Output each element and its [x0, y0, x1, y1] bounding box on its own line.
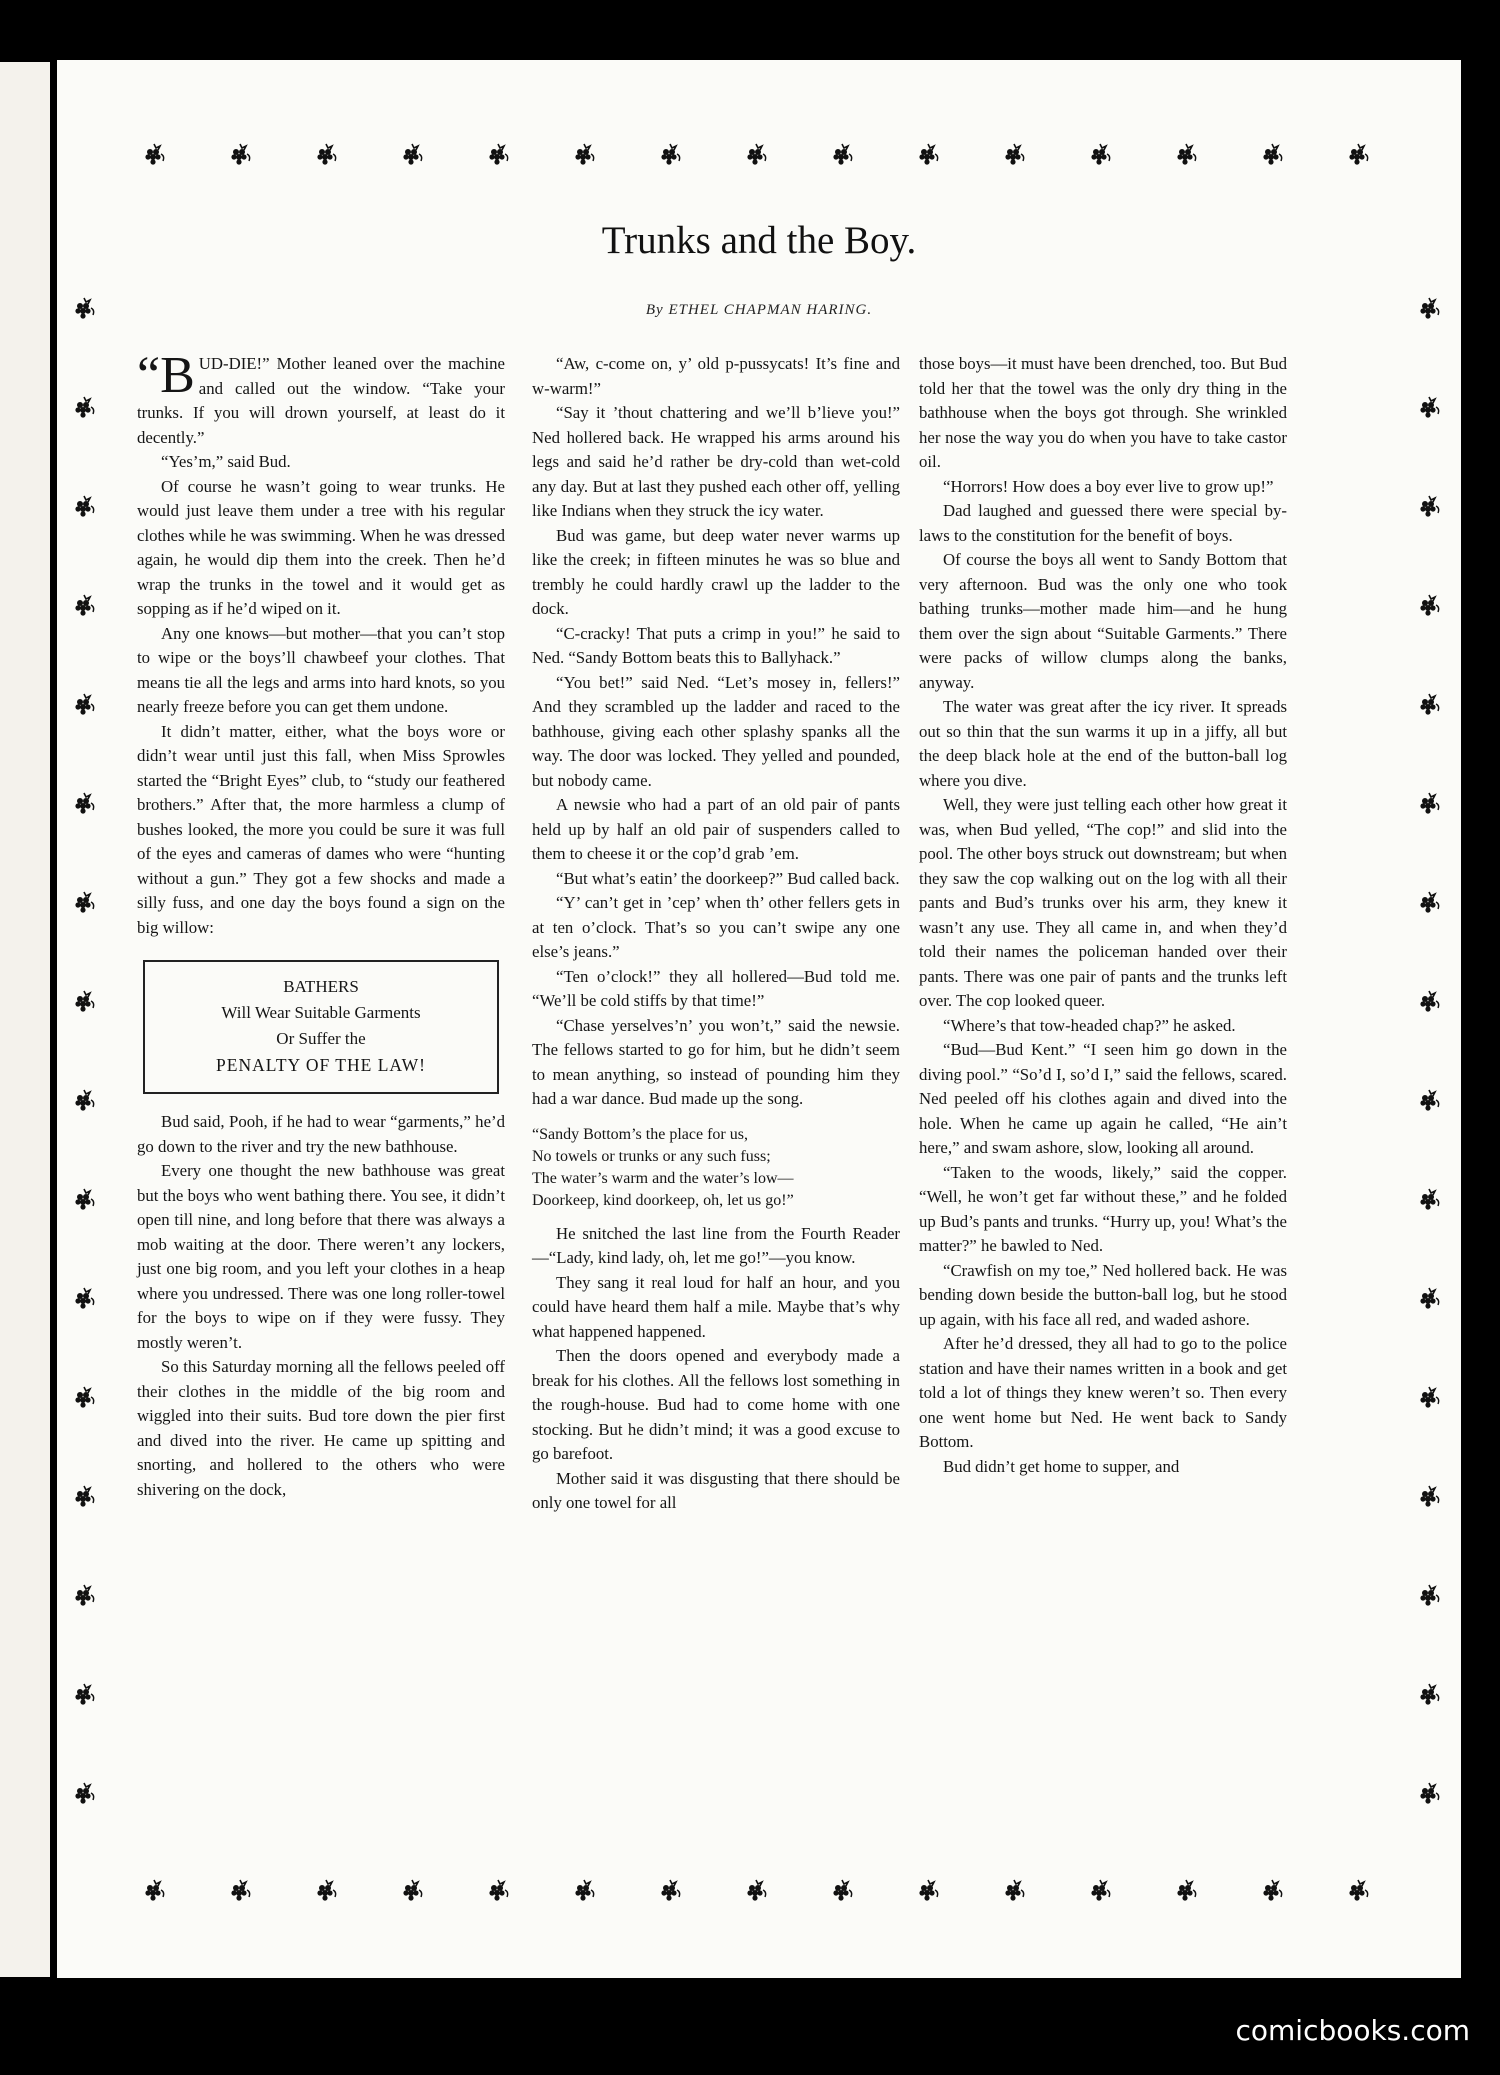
text-column-1 [137, 347, 505, 1502]
paragraph: “Aw, c-come on, y’ old p-pussycats! It’s fine and w-warm!” [532, 354, 900, 398]
paragraph: Then the doors opened and everybody made a break for his clothes. All the fellows lost something in the rough-house. Bud had to come home with one stocking. But he didn’t mind; it was a good excuse to go barefoot. [532, 1346, 900, 1463]
grape-cluster-icon [1416, 593, 1442, 619]
grape-cluster-icon [71, 1781, 97, 1807]
paragraph: “Where’s that tow-headed chap?” he asked. [943, 1015, 1236, 1035]
grape-cluster-icon [313, 1878, 339, 1904]
paragraph: “You bet!” said Ned. “Let’s mosey in, fellers!” And they scrambled up the ladder and raced to the bathhouse, giving each other splashy spanks all the way. The door was locked. They yelled and pounded, but nobody came. [532, 672, 900, 790]
paragraph: They sang it real loud for half an hour, and you could have heard them half a mile. Maybe that’s why what happened happened. [532, 1272, 900, 1341]
grape-cluster-icon [829, 142, 855, 168]
paragraph: “Horrors! How does a boy ever live to grow up!” [943, 476, 1274, 496]
song-line: “Sandy Bottom’s the place for us, [532, 1125, 748, 1143]
grape-cluster-icon [1087, 142, 1113, 168]
sign-line: BATHERS [283, 977, 359, 996]
grape-cluster-icon [71, 395, 97, 421]
grape-cluster-icon [71, 1583, 97, 1609]
adjacent-page-edge [0, 62, 50, 1977]
grape-cluster-icon [1416, 1583, 1442, 1609]
grape-cluster-icon [1259, 142, 1285, 168]
paragraph: So this Saturday morning all the fellows peeled off their clothes in the middle of the big room and wiggled into their suits. Bud tore down the pier first and dived into the river. He came up spitting and snorting, and hollered to the others who were shivering on the dock, [137, 1357, 505, 1499]
grape-cluster-icon [915, 1878, 941, 1904]
grape-cluster-icon [71, 1484, 97, 1510]
grape-cluster-icon [1259, 1878, 1285, 1904]
grape-cluster-icon [71, 1187, 97, 1213]
site-watermark: comicbooks.com [1235, 2014, 1470, 2047]
paragraph: A newsie who had a part of an old pair of pants held up by half an old pair of suspenders called to them to cheese it or the cop’d grab ’em. [532, 795, 900, 863]
grape-cluster-icon [1001, 142, 1027, 168]
grape-cluster-icon [1416, 1187, 1442, 1213]
grape-cluster-icon [485, 142, 511, 168]
paragraph: “Bud—Bud Kent.” “I seen him go down in the diving pool.” “So’d I, so’d I,” said the fellows, scared. Ned peeled off his clothes again and dived into the hole. When he came up again he called, “He ain’t here,” and swam ashore, slow, looking all around. [919, 1040, 1287, 1157]
grape-cluster-icon [743, 142, 769, 168]
grape-cluster-icon [1416, 1682, 1442, 1708]
grape-cluster-icon [227, 142, 253, 168]
article-title: Trunks and the Boy. [601, 219, 917, 262]
paragraph: Dad laughed and guessed there were special by-laws to the constitution for the benefit of boys. [919, 501, 1287, 545]
paragraph: “Say it ’thout chattering and we’ll b’lieve you!” Ned hollered back. He wrapped his arms around his legs and said he’d rather be dry-cold than wet-cold any day. But at last they pushed each other off, yelling like Indians when they struck the icy water. [532, 403, 900, 520]
grape-cluster-icon [1416, 395, 1442, 421]
grape-cluster-icon [71, 1286, 97, 1312]
grape-cluster-icon [227, 1878, 253, 1904]
paragraph: Mother said it was disgusting that there should be only one towel for all [532, 1468, 900, 1512]
song-line: Doorkeep, kind doorkeep, oh, let us go!” [532, 1191, 794, 1209]
grape-cluster-icon [1416, 494, 1442, 520]
paragraph [137, 347, 505, 450]
paragraph: Bud said, Pooh, if he had to wear “garments,” he’d go down to the river and try the new bathhouse. [137, 1112, 505, 1156]
grape-cluster-icon [1416, 692, 1442, 718]
grape-cluster-icon [141, 1878, 167, 1904]
grape-cluster-icon [71, 791, 97, 817]
grape-cluster-icon [399, 1878, 425, 1904]
grape-cluster-icon [399, 142, 425, 168]
paragraph: It didn’t matter, either, what the boys wore or didn’t wear until just this fall, when Miss Sprowles started the “Bright Eyes” club, to “study our feathered brothers.” After that, the more harmless a clump of bushes looked, the more you could be sure it was full of the eyes and cameras of dames who were “hunting without a gun.” They got a few shocks and made a silly fuss, and one day the boys found a sign on the big willow: [137, 721, 505, 937]
grape-cluster-icon [1416, 791, 1442, 817]
grape-cluster-icon [1416, 1385, 1442, 1411]
text-column-3 [919, 352, 1287, 1479]
article-byline: By ETHEL CHAPMAN HARING. [645, 302, 873, 318]
paragraph: Well, they were just telling each other how great it was, when Bud yelled, “The cop!” and slid into the pool. The other boys struck out downstream; but when they saw the cop walking out on the log with all their pants and Bud’s trunks over his arm, they knew it wasn’t any use. They all came in, and when they’d told their names the policeman handed over their pants. There was one pair of pants and the trunks left over. The cop looked queer. [919, 795, 1287, 1010]
song-line: No towels or trunks or any such fuss; [532, 1147, 771, 1165]
grape-cluster-icon [71, 989, 97, 1015]
grape-cluster-icon [1416, 989, 1442, 1015]
grape-cluster-icon [1173, 1878, 1199, 1904]
paragraph-text: UD-DIE!” Mother leaned over the machine and called out the window. “Take your trunks. If you will drown yourself, at least do it decently.” [137, 354, 505, 447]
grape-cluster-icon [71, 1385, 97, 1411]
paragraph: Bud didn’t get home to supper, and [943, 1456, 1180, 1476]
sign-line: PENALTY OF THE LAW! [216, 1055, 426, 1075]
paragraph: Bud was game, but deep water never warms up like the creek; in fifteen minutes he was so blue and trembly he could hardly crawl up the ladder to the dock. [532, 525, 900, 618]
grape-cluster-icon [1173, 142, 1199, 168]
grape-cluster-icon [71, 692, 97, 718]
song-line: The water’s warm and the water’s low— [532, 1169, 794, 1187]
grape-cluster-icon [1416, 1484, 1442, 1510]
grape-cluster-icon [571, 142, 597, 168]
grape-cluster-icon [1001, 1878, 1027, 1904]
paragraph: “C-cracky! That puts a crimp in you!” he said to Ned. “Sandy Bottom beats this to Ballyhack.” [532, 623, 900, 667]
grape-cluster-icon [1087, 1878, 1113, 1904]
grape-cluster-icon [485, 1878, 511, 1904]
grape-cluster-icon [571, 1878, 597, 1904]
paragraph: After he’d dressed, they all had to go to the police station and have their names written in a book and get told a lot of things they knew weren’t so. Then every one went home but Ned. He went back to Sandy Bottom. [919, 1334, 1287, 1451]
paragraph: “Crawfish on my toe,” Ned hollered back. He was bending down beside the button-ball log, but he stood up again, with his face all red, and waded ashore. [919, 1260, 1287, 1329]
grape-cluster-icon [71, 1682, 97, 1708]
grape-cluster-icon [1416, 890, 1442, 916]
sign-line: Or Suffer the [276, 1029, 366, 1048]
grape-cluster-icon [71, 890, 97, 916]
grape-cluster-icon [71, 593, 97, 619]
paragraph: Of course the boys all went to Sandy Bottom that very afternoon. Bud was the only one who took bathing trunks—mother made him—and he hung them over the sign about “Suitable Garments.” There were packs of willow clumps along the banks, anyway. [919, 550, 1287, 692]
paragraph: “Taken to the woods, likely,” said the copper. “Well, he won’t get far without these,” and he folded up Bud’s pants and trunks. “Hurry up, you! What’s the matter?” he bawled to Ned. [919, 1162, 1287, 1255]
grape-cluster-icon [657, 142, 683, 168]
grape-cluster-icon [1416, 1088, 1442, 1114]
song-verse [532, 1124, 900, 1212]
magazine-page [57, 60, 1461, 1978]
paragraph: “Ten o’clock!” they all hollered—Bud told me. “We’ll be cold stiffs by that time!” [532, 966, 900, 1010]
grape-cluster-icon [743, 1878, 769, 1904]
grape-cluster-icon [1345, 1878, 1371, 1904]
paragraph: Of course he wasn’t going to wear trunks. He would just leave them under a tree with his regular clothes while he was swimming. When he was dressed again, he would dip them into the creek. Then he’d wrap the trunks in the towel and it would get as sopping as if he’d wiped on it. [137, 476, 505, 618]
paragraph: “But what’s eatin’ the doorkeep?” Bud called back. [556, 868, 900, 888]
grape-cluster-icon [1416, 1286, 1442, 1312]
grape-cluster-icon [71, 494, 97, 520]
grape-cluster-icon [141, 142, 167, 168]
paragraph: “Y’ can’t get in ’cep’ when th’ other fellers gets in at ten o’clock. That’s so you can’t swipe any one else’s jeans.” [532, 893, 900, 961]
grape-cluster-icon [915, 142, 941, 168]
paragraph: The water was great after the icy river. It spreads out so thin that the sun warms it up in a jiffy, all but the deep black hole at the end of the button-ball log where you dive. [919, 697, 1287, 790]
grape-cluster-icon [829, 1878, 855, 1904]
paragraph: Every one thought the new bathhouse was great but the boys who went bathing there. You see, it didn’t open till nine, and long before that there was always a mob waiting at the door. There weren’t any lockers, just one big room, and you left your clothes in a heap where you undressed. There was one long roller-towel for the boys to wipe on if they were fussy. They mostly weren’t. [137, 1161, 505, 1352]
paragraph: Any one knows—but mother—that you can’t stop to wipe or the boys’ll chawbeef your clothes. That means tie all the legs and arms into hard knots, so you nearly freeze before you can get them undone. [137, 623, 505, 716]
grape-cluster-icon [313, 142, 339, 168]
paragraph: He snitched the last line from the Fourth Reader—“Lady, kind lady, oh, let me go!”—you know. [532, 1223, 900, 1267]
paragraph: “Chase yerselves’n’ you won’t,” said the newsie. The fellows started to go for him, but he didn’t seem to mean anything, so instead of pounding him they had a war dance. Bud made up the song. [532, 1015, 900, 1108]
grape-cluster-icon [1345, 142, 1371, 168]
paragraph: those boys—it must have been drenched, too. But Bud told her that the towel was the only dry thing in the bathhouse when the boys got through. She wrinkled her nose the way you do when you have to take castor oil. [919, 354, 1287, 471]
grape-cluster-icon [71, 1088, 97, 1114]
drop-cap: “B [137, 347, 195, 404]
grape-cluster-icon [1416, 1781, 1442, 1807]
grape-cluster-icon [657, 1878, 683, 1904]
sign-line: Will Wear Suitable Garments [221, 1003, 421, 1022]
paragraph: “Yes’m,” said Bud. [161, 452, 291, 471]
bathers-sign [143, 960, 499, 1094]
text-column-2 [532, 352, 900, 1516]
